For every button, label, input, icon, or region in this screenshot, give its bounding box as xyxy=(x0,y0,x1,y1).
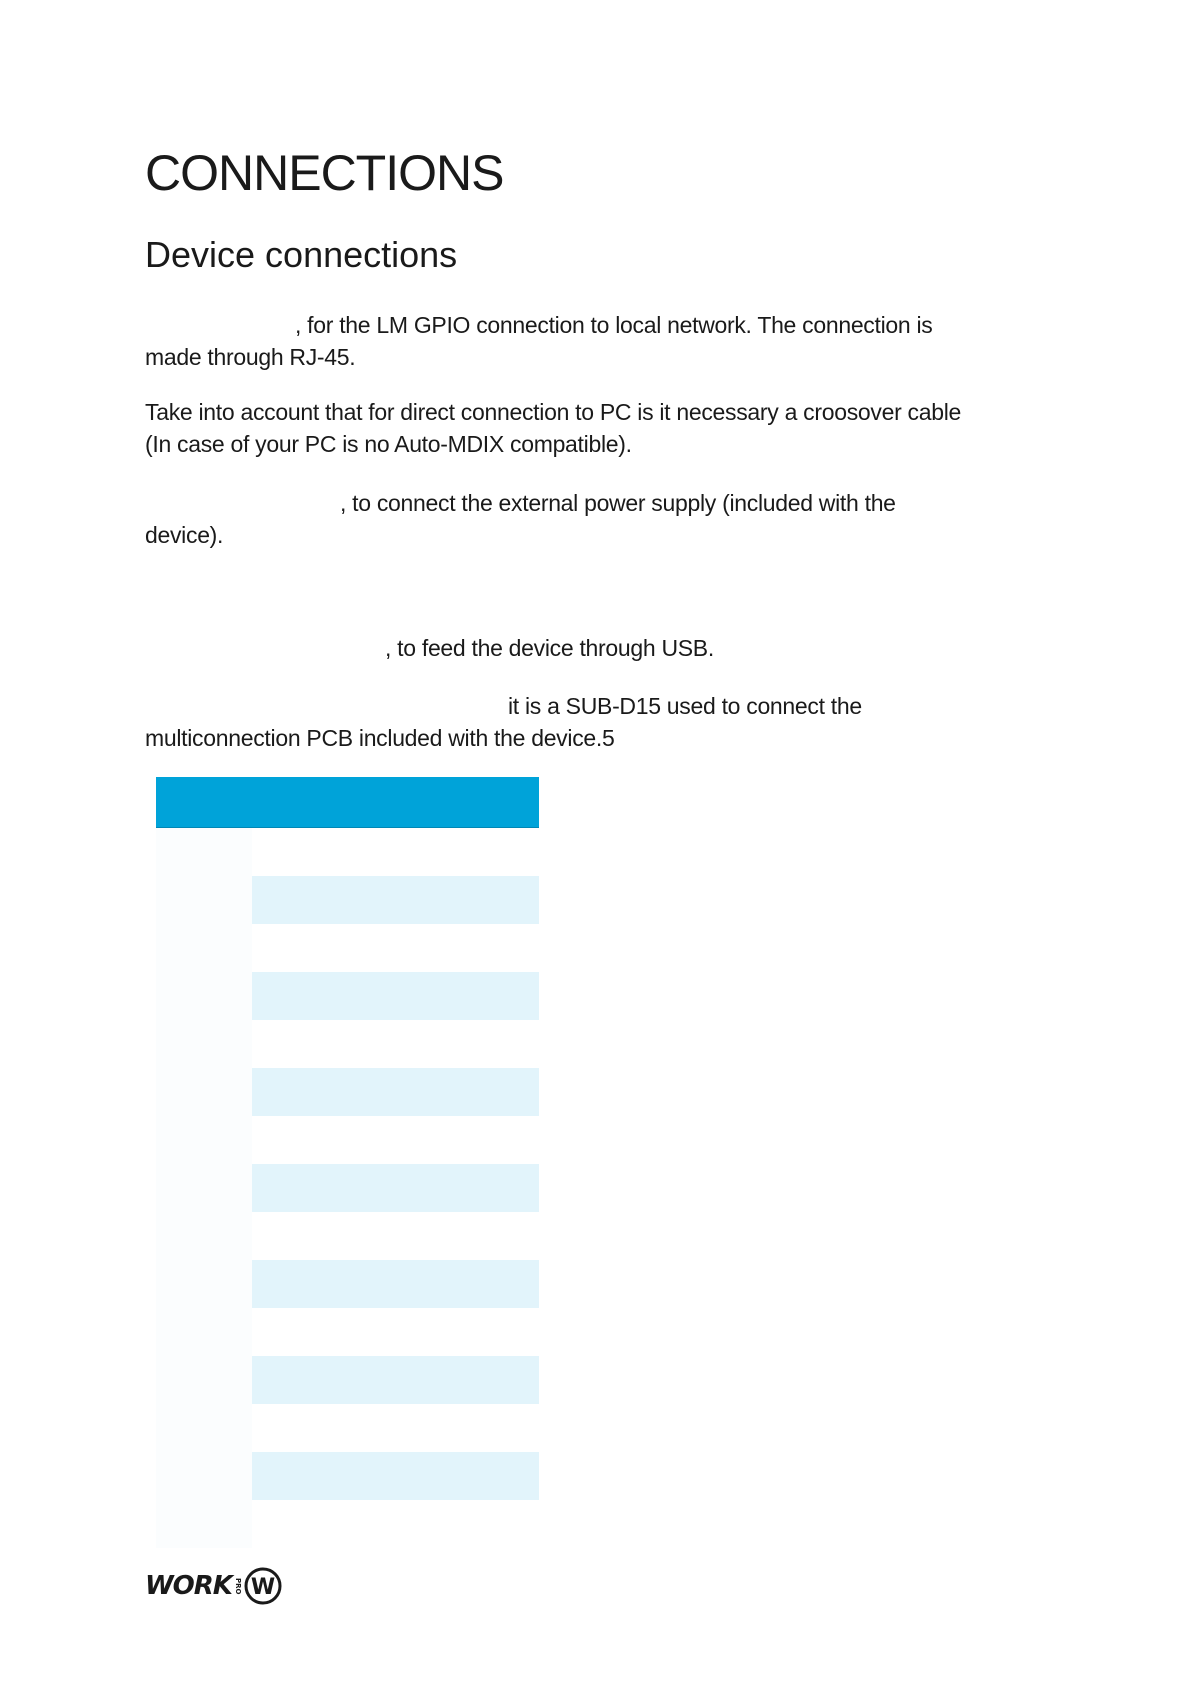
brand-logo xyxy=(145,1567,282,1605)
power-paragraph: , to connect the external power supply (included with the device). xyxy=(145,490,896,548)
table-row xyxy=(156,924,539,972)
table-row xyxy=(156,1404,539,1452)
w-logo-icon xyxy=(244,1567,282,1605)
table-row xyxy=(156,972,539,1020)
subd-paragraph: it is a SUB-D15 used to connect the multiconnection PCB included with the device.5 xyxy=(145,693,862,751)
table-row xyxy=(156,1452,539,1500)
table-row xyxy=(156,1020,539,1068)
table-row xyxy=(156,1308,539,1356)
logo-wordmark: WORK xyxy=(145,1571,232,1601)
table-row xyxy=(156,1116,539,1164)
section-title: Device connections xyxy=(145,234,458,275)
table-row xyxy=(156,1500,252,1548)
table-row xyxy=(156,1164,539,1212)
svg-text:W: W xyxy=(250,1575,276,1600)
table-row xyxy=(156,1212,539,1260)
page-title: CONNECTIONS xyxy=(145,145,504,201)
usb-paragraph: , to feed the device through USB. xyxy=(385,635,714,661)
table-row xyxy=(156,876,539,924)
logo-subtext: PRO xyxy=(233,1577,242,1595)
table-row xyxy=(156,1260,539,1308)
table-row xyxy=(156,1356,539,1404)
table-row xyxy=(156,828,539,876)
crossover-paragraph: Take into account that for direct connection to PC is it necessary a croosover cable (In case of your PC is no Auto-MDIX compatible). xyxy=(145,399,962,457)
table-row xyxy=(156,1068,539,1116)
pin-table xyxy=(156,777,539,1548)
ethernet-paragraph: , for the LM GPIO connection to local network. The connection is made through RJ-45. xyxy=(145,312,933,370)
table-header xyxy=(156,777,539,828)
